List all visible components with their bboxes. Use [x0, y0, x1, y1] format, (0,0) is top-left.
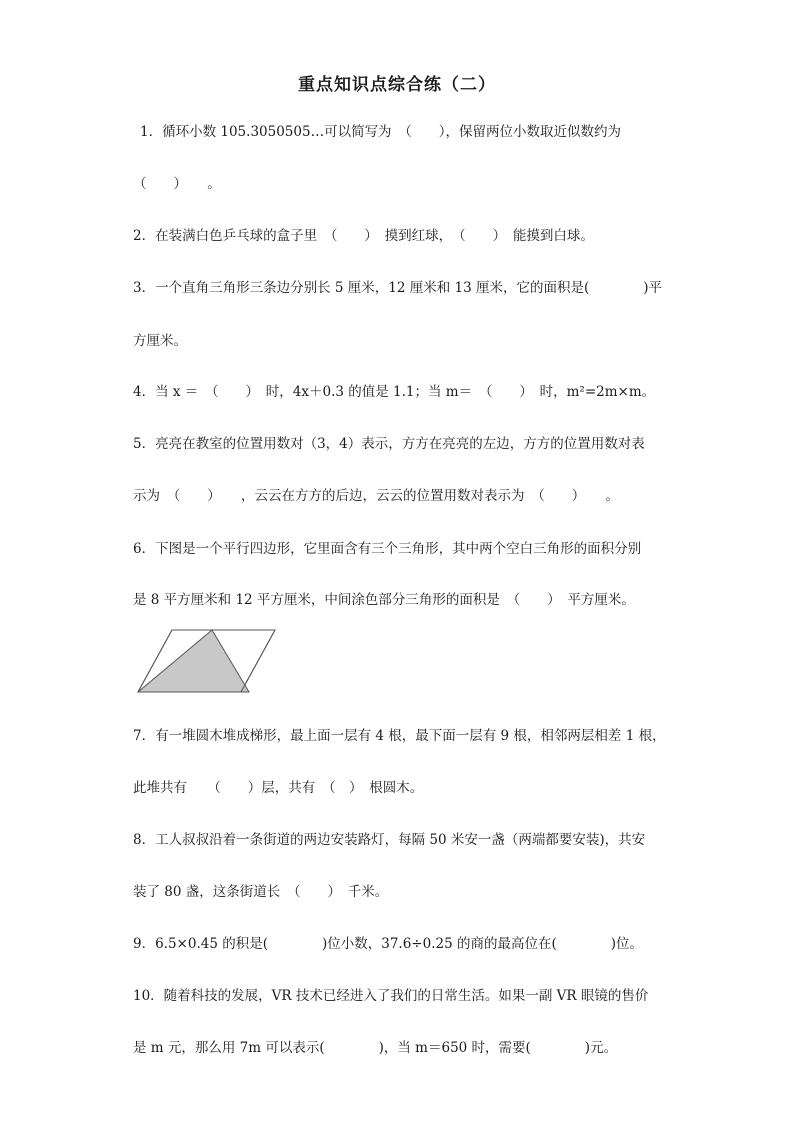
- question-10-line-1: 10．随着科技的发展，VR 技术已经进入了我们的日常生活。如果一副 VR 眼镜的售价: [133, 988, 649, 1004]
- question-7-line-2: 此堆共有 （ ）层，共有 （ ） 根圆木。: [133, 780, 424, 796]
- question-9: 9．6.5×0.45 的积是( )位小数，37.6÷0.25 的商的最高位在( )位。: [133, 936, 644, 952]
- question-8-line-1: 8．工人叔叔沿着一条街道的两边安装路灯，每隔 50 米安一盏（两端都要安装)，共安: [133, 832, 646, 848]
- page-title: 重点知识点综合练（二）: [298, 75, 496, 95]
- question-10-line-2: 是 m 元，那么用 7m 可以表示( )，当 m＝650 时，需要( )元。: [133, 1040, 618, 1056]
- question-7-line-1: 7．有一堆圆木堆成梯形，最上面一层有 4 根，最下面一层有 9 根，相邻两层相差 1 根，: [133, 728, 666, 744]
- question-3-line-1: 3．一个直角三角形三条边分别长 5 厘米，12 厘米和 13 厘米，它的面积是( )平: [133, 280, 663, 296]
- question-5-line-2: 示为 （ ） ，云云在方方的后边，云云的位置用数对表示为 （ ） 。: [133, 488, 619, 504]
- question-2: 2．在装满白色乒乓球的盒子里 （ ） 摸到红球， （ ） 能摸到白球。: [133, 228, 594, 244]
- parallelogram-figure: [136, 628, 278, 696]
- question-1-line-1: 1．循环小数 105.3050505…可以简写为 （ ），保留两位小数取近似数约为: [140, 124, 622, 140]
- question-6-line-1: 6．下图是一个平行四边形，它里面含有三个三角形，其中两个空白三角形的面积分别: [133, 541, 642, 557]
- question-6-line-2: 是 8 平方厘米和 12 平方厘米，中间涂色部分三角形的面积是 （ ） 平方厘米。: [133, 592, 635, 608]
- question-8-line-2: 装了 80 盏，这条街道长 （ ） 千米。: [133, 884, 389, 900]
- question-1-line-2: （ ） 。: [133, 176, 221, 192]
- question-5-line-1: 5．亮亮在教室的位置用数对（3，4）表示，方方在亮亮的左边，方方的位置用数对表: [133, 436, 645, 452]
- question-3-line-2: 方厘米。: [133, 333, 187, 349]
- question-4: 4．当 x ＝ （ ） 时，4x＋0.3 的值是 1.1；当 m＝ （ ） 时，m²=2m×m。: [133, 384, 656, 400]
